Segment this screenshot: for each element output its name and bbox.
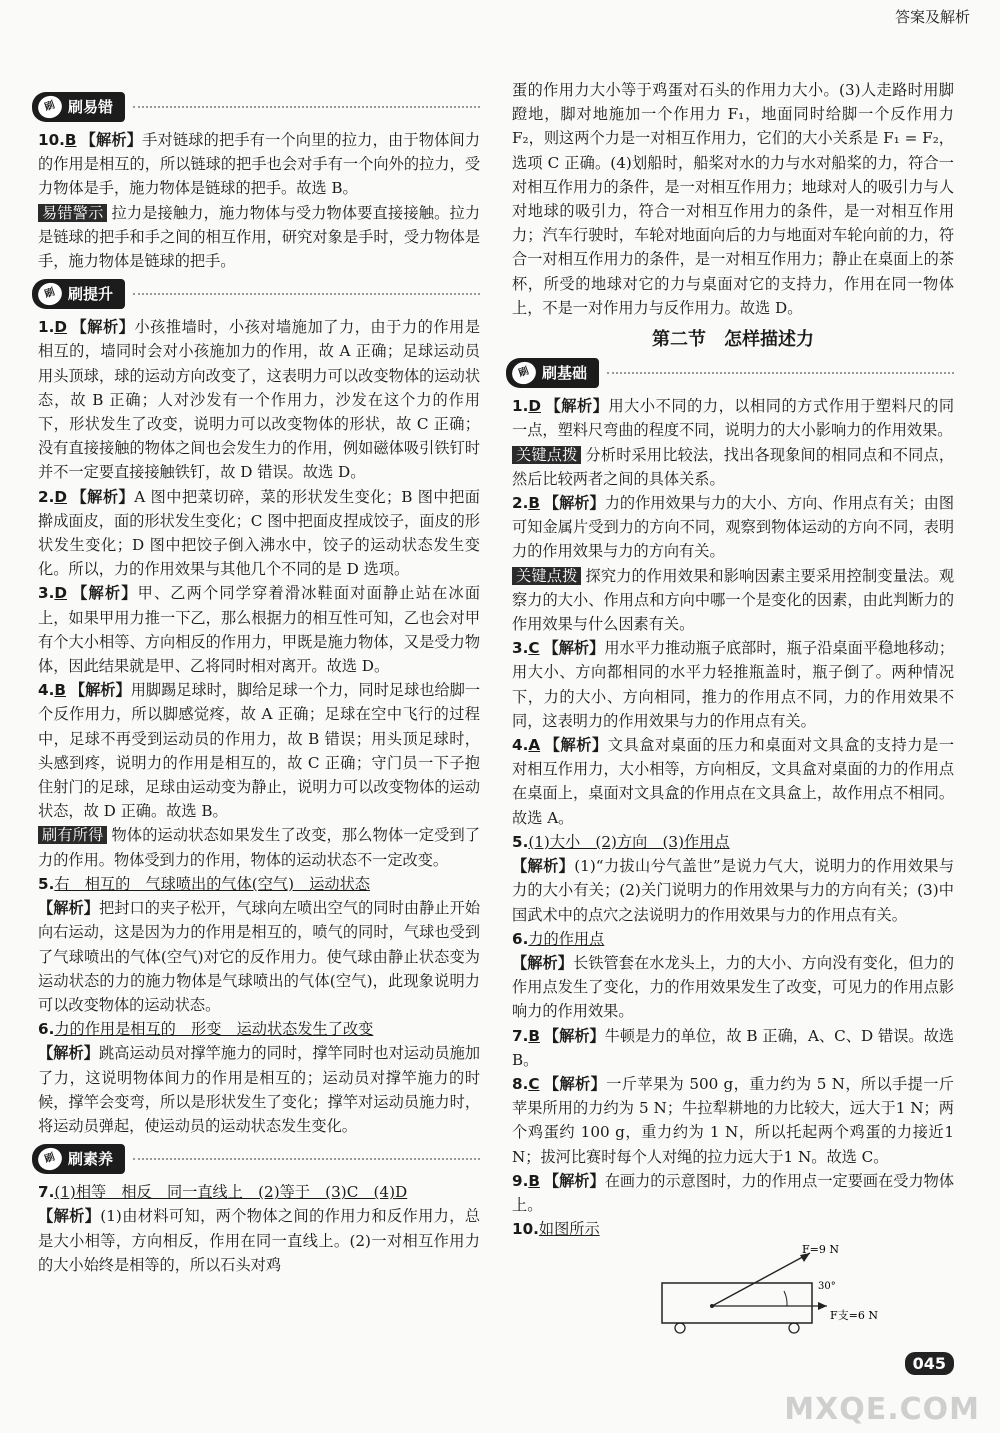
basic-note-2: 关键点拨 探究力的作用效果和影响因素主要采用控制变量法。观察力的大小、作用点和方向中哪一个是变化的因素，由此判断力的作用效果与什么因素有关。 [512,566,955,634]
answer-10: 10.B 【解析】手对链球的把手有一个向里的拉力，由于物体间力的作用是相互的，所以链球的把手也会对手有一个向外的拉力，受力物体是手，施力物体是链球的把手。故选 B。 [38,131,481,198]
brush-icon: 刷 [509,359,539,388]
explain-7-continued: 蛋的作用力大小等于鸡蛋对石头的作用力大小。(3)人走路时用脚蹬地，脚对地施加一个作用力 F₁，地面同时给脚一个反作用力 F₂，则这两个力是一对相互作用力，它们的大小关系是 F₁ = F₂，选项 C 正确。(4)划船时，船桨对水的力与水对船桨的力，符合一对相互作用力的条件，是一对相互作用力；地球对人的吸引力与人对地球的吸引力，符合一对相互作用力的条件，是一对相互作用力；汽车行驶时，车轮对地面向后的力与地面对车轮向前的力，符合一对相互作用力的条件，是一对相互作用力；静止在桌面上的茶杯，所受的地球对它的力与桌面对它的支持力，作用在同一物体上，不是一对作用力与反作用力。故选 D。 [512,81,954,317]
force-f-arrow [712,1253,810,1306]
section-tag: 刷 刷提升 [32,279,125,309]
action-point [710,1304,714,1308]
brush-icon: 刷 [35,280,65,309]
explain-6: 【解析】跳高运动员对撑竿施力的同时，撑竿同时也对运动员施加了力，这说明物体间力的作用是相互的；运动员对撑竿施力的时候，撑竿会变弯，所以是形状发生了变化；撑竿对运动员施力时，将运动员弹起，使运动员的运动状态发生变化。 [38,1044,481,1135]
answer-4: 4.B 【解析】用脚踢足球时，脚给足球一个力，同时足球也给脚一个反作用力，所以脚感觉疼，故 A 正确；足球在空中飞行的过程中，足球不再受到运动员的作用力，故 B 错误；用头顶足球时，头感到疼，说明力的作用是相互的，故 C 正确；守门员一下子抱住射门的足球，足球由运动变为静止，说明力可以改变物体的运动状态，故 D 正确。故选 B。 [38,681,481,821]
box-rect [662,1283,812,1323]
wheel-left [675,1323,685,1333]
answer-2: 2.D 【解析】A 图中把菜切碎，菜的形状发生变化；B 图中把面擀成面皮，面的形状发生变化；C 图中把面皮捏成饺子，面皮的形状发生变化；D 图中把饺子倒入沸水中，饺子的运动状态发生变化。所以，力的作用效果与其他几个不同的是 D 选项。 [38,487,480,579]
label-angle: 30° [818,1281,836,1293]
note-box-10: 易错警示 拉力是接触力，施力物体与受力物体要直接接触。拉力是链球的把手和手之间的相互作用，研究对象是手时，受力物体是手，施力物体是链球的把手。 [38,203,481,271]
force-diagram-svg [652,1241,912,1341]
answer-7: 7.(1)相等 相反 同一直线上 (2)等于 (3)C (4)D [38,1183,408,1202]
page-number: 045 [905,1352,954,1375]
answer-3: 3.D 【解析】甲、乙两个同学穿着滑冰鞋面对面静止站在冰面上，如果甲用力推一下乙，那么根据力的相互性可知，乙也会对甲有个大小相等、方向相反的作用力，甲既是施力物体，又是受力物体，因此结果就是甲、乙将同时相对离开。故选 D。 [38,584,481,676]
chapter-title: 第二节 怎样描述力 [652,329,814,351]
dotted-rule [133,106,480,108]
answer-6: 6.力的作用是相互的 形变 运动状态发生了改变 [38,1020,374,1039]
basic-explain-5: 【解析】(1)“力拔山兮气盖世”是说力气大，说明力的作用效果与力的大小有关；(2)关门说明力的作用效果与力的方向有关；(3)中国武术中的点穴之法说明力的作用效果与力的作用点有关。 [512,857,955,924]
answer-1: 1.D 【解析】小孩推墙时，小孩对墙施加了力，由于力的作用是相互的，墙同时会对小孩施加力的作用，故 A 正确；足球运动员用头顶球，球的运动方向改变了，这表明力可以改变物体的运动状态，故 B 正确；人对沙发有一个作用力，沙发在这个力的作用下，形状发生了改变，说明力可以改变物体的形状，故 C 正确；没有直接接触的物体之间也会发生力的作用，例如磁体吸引铁钉时并不一定要直接接触铁钉，故 D 错误。故选 D。 [38,318,481,482]
explain-5: 【解析】把封口的夹子松开，气球向左喷出空气的同时由静止开始向右运动，这是因为力的作用是相互的，喷气的同时，气球也受到了气球喷出的气体(空气)对它的反作用力。使气球由静止状态变为运动状态的力的施力物体是气球喷出的气体(空气)，此现象说明力可以改变物体的运动状态。 [38,899,481,1014]
basic-answer-8: 8.C 【解析】一斤苹果为 500 g，重力约为 5 N，所以手提一斤苹果所用的力约为 5 N；牛拉犁耕地的力比较大，远大于1 N；两个鸡蛋约 100 g，重力约为 1 N，所以托起两个鸡蛋的力接近1 N；拔河比赛时每个人对绳的拉力远大于1 N。故选 C。 [512,1074,954,1166]
arrowhead-icon [818,1302,827,1310]
section-tag: 刷 刷基础 [506,358,599,388]
basic-answer-1: 1.D 【解析】用大小不同的力，以相同的方式作用于塑料尺的同一点，塑料尺弯曲的程度不同，说明力的大小影响力的作用效果。 [512,397,955,440]
angle-arc [784,1291,787,1306]
label-fn: F支=6 N [830,1309,878,1323]
basic-answer-5: 5.(1)大小 (2)方向 (3)作用点 [512,832,730,851]
wheel-right [789,1323,799,1333]
answer-5: 5.右 相互的 气球喷出的气体(空气) 运动状态 [38,874,370,893]
basic-answer-3: 3.C 【解析】用水平力推动瓶子底部时，瓶子沿桌面平稳地移动；用大小、方向都相同的水平力轻推瓶盖时，瓶子倒了。两种情况下，力的大小、方向相同，推力的作用点不同，力的作用效果不同，这表明力的作用效果与力的作用点有关。 [512,639,955,730]
section-tag: 刷 刷素养 [32,1144,125,1174]
section-improve-head [32,279,480,309]
section-literacy-head [32,1144,480,1174]
dotted-rule [133,1158,480,1160]
force-diagram [512,1241,954,1341]
label-f: F=9 N [802,1243,839,1257]
dotted-rule [607,372,954,374]
left-column [38,90,480,1277]
section-basic-head [506,358,954,388]
basic-answer-4: 4.A 【解析】文具盒对桌面的压力和桌面对文具盒的支持力是一对相互作用力，大小相等，方向相反，文具盒对桌面的力的作用点在桌面上，桌面对文具盒的作用点在文具盒上，故作用点不相同。故选 A。 [512,736,955,827]
brush-icon: 刷 [35,93,65,122]
dotted-rule [133,293,480,295]
page-header: 答案及解析 [894,8,970,26]
watermark: MXQE.COM [784,1392,980,1427]
section-tag: 刷 刷易错 [32,92,125,122]
section-error-head [32,92,480,122]
basic-note-1: 关键点拨 分析时采用比较法，找出各现象间的相同点和不同点，然后比较两者之间的具体关系。 [512,445,955,488]
basic-answer-9: 9.B 【解析】在画力的示意图时，力的作用点一定要画在受力物体上。 [512,1171,955,1214]
brush-icon: 刷 [35,1145,65,1174]
basic-answer-2: 2.B 【解析】力的作用效果与力的大小、方向、作用点有关；由图可知金属片受到力的方向不同，观察到物体运动的方向不同，表明力的作用效果与力的方向有关。 [512,494,955,561]
basic-explain-6: 【解析】长铁管套在水龙头上，力的大小、方向没有变化，但力的作用点发生了变化，力的作用效果发生了改变，可见力的作用点影响力的作用效果。 [512,953,955,1021]
basic-answer-7: 7.B 【解析】牛顿是力的单位，故 B 正确，A、C、D 错误。故选 B。 [512,1026,954,1069]
right-column [512,78,954,1341]
note-box-4: 刷有所得 物体的运动状态如果发生了改变，那么物体一定受到了力的作用。物体受到力的作用，物体的运动状态不一定改变。 [38,826,481,869]
basic-answer-6: 6.力的作用点 [512,929,605,948]
explain-7: 【解析】(1)由材料可知，两个物体之间的作用力和反作用力，总是大小相等，方向相反，作用在同一直线上。(2)一对相互作用力的大小始终是相等的，所以石头对鸡 [38,1207,481,1274]
basic-answer-10: 10.如图所示 [512,1220,600,1239]
